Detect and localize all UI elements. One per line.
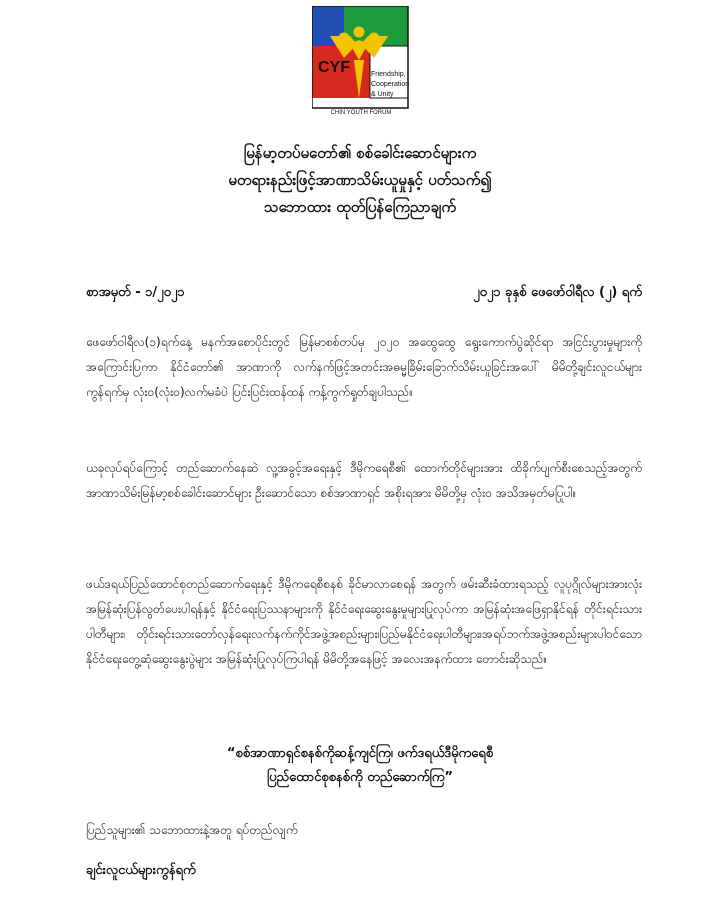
chin-youth-forum-logo xyxy=(312,6,410,122)
slogan-line: “စစ်အာဏာရှင်စနစ်ကိုဆန့်ကျင်ကြ၊ ဖက်ဒရယ်ဒီမိုကရေစီ xyxy=(226,746,494,761)
title-line: သဘောထား ထုတ်ပြန်ကြေညာချက် xyxy=(263,198,457,216)
statement-title xyxy=(0,140,720,221)
slogan-quote xyxy=(0,742,720,790)
paragraph-3: ဖယ်ဒရယ်ပြည်ထောင်စုတည်ဆောက်ရေးနှင့် ဒီမိုကရေစီစနစ် ခိုင်မာလာစေရန် အတွက် ဖမ်းဆီးခံထားရသည့် လူပုဂ္ဂိုလ်များအားလုံး အမြန်ဆုံးပြန်လွတ်ပေးပါရန်နှင့် နိုင်ငံရေးပြဿနာများကို နိုင်ငံရေးဆွေးနွေးမှုများပြုလုပ်ကာ အမြန်ဆုံးအဖြေရှာနိုင်ရန် တိုင်းရင်းသားပါတီများ၊ တိုင်းရင်းသားတော်လှန်ရေးလက်နက်ကိုင်အဖွဲ့အစည်းများ၊ပြည်မနိုင်ငံရေးပါတီများ၊အရပ်ဘက်အဖွဲ့အစည်းများပါဝင်သော နိုင်ငံရေးတွေ့ဆုံဆွေးနွေးပွဲများ အမြန်ဆုံးပြုလုပ်ကြပါရန် မိမိတို့အနေဖြင့် အလေးအနက်ထား တောင်းဆိုသည်။ xyxy=(86,577,642,666)
logo-tagline-3: & Unity xyxy=(371,91,394,98)
logo-tagline-2: Cooperation xyxy=(371,81,410,88)
logo-emblem-icon xyxy=(312,6,410,122)
title-line: မတရားနည်းဖြင့်အာဏာသိမ်းယူမှုနှင့် ပတ်သက်၍ xyxy=(228,171,492,189)
reference-number: စာအမှတ် - ၁/၂၀၂၁ xyxy=(86,285,185,300)
statement-meta xyxy=(86,284,642,303)
title-line: မြန်မာ့တပ်မတော်၏ စစ်ခေါင်းဆောင်များက xyxy=(243,144,477,162)
svg-text:CYF: CYF xyxy=(318,59,350,76)
statement-date: ၂၀၂၁ ခုနှစ် ဖေဖော်ဝါရီလ (၂) ရက် xyxy=(473,285,642,300)
paragraph-2: ယခုလုပ်ရပ်ကြောင့် တည်ဆောက်နေဆဲ လူ့အခွင့်အရေးနှင့် ဒီမိုကရေစီ၏ ထောက်တိုင်များအား ထိခိုက်ပျက်စီးစေသည့်အတွက် အာဏာသိမ်းမြန်မာ့စစ်ခေါင်းဆောင်များ ဦးဆောင်သော စစ်အာဏာရှင် အစိုးရအား မိမိတို့မှ လုံး၀ အသိအမှတ်မပြုပါ။ xyxy=(86,461,642,500)
closing-line: ပြည်သူများ၏ သဘောထားနဲ့အတူ ရပ်တည်လျက် xyxy=(86,823,298,837)
slogan-line: ပြည်ထောင်စုစနစ်ကို တည်ဆောက်ကြ” xyxy=(266,770,454,785)
logo-tagline-1: Friendship, xyxy=(371,71,406,78)
logo-organization-name: CHIN YOUTH FORUM xyxy=(330,110,392,116)
signature: ချင်းလူငယ်များကွန်ရက် xyxy=(86,863,196,878)
paragraph-1: ဖေဖော်ဝါရီလ(၁)ရက်နေ့ မနက်အစောပိုင်းတွင် မြန်မာစစ်တပ်မှ ၂၀၂၀ အထွေထွေ ရွေးကောက်ပွဲဆိုင်ရာ အငြင်းပွားမှုများကို အကြောင်းပြကာ နိုင်ငံတော်၏ အာဏာကို လက်နက်ဖြင့်အတင်းအဓမ္မခြိမ်းခြောက်သိမ်းယူခြင်းအပေါ် မိမိတို့ချင်းလူငယ်များကွန်ရက်မှ လုံး၀(လုံး၀)လက်မခံပဲ ပြင်းပြင်းထန်ထန် ကန့်ကွက်ရှုတ်ချပါသည်။ xyxy=(86,335,642,399)
